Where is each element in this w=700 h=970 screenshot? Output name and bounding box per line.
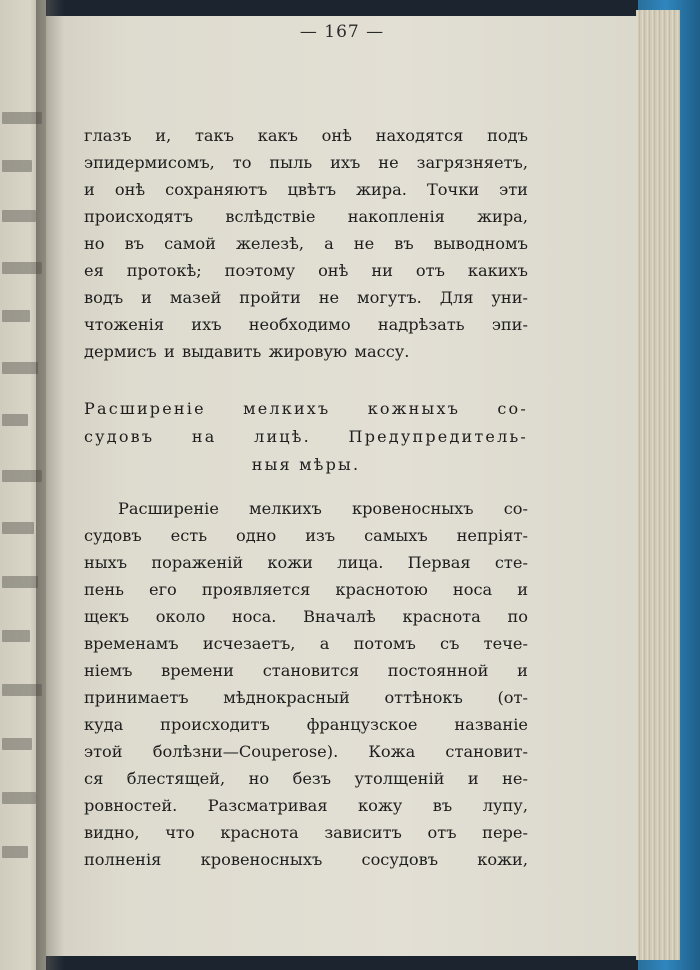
- word: ихъ: [330, 153, 361, 172]
- facing-page-text-fragment: [2, 310, 30, 322]
- word: въ: [394, 234, 414, 253]
- word: есть: [170, 526, 208, 545]
- word: лица.: [337, 553, 384, 572]
- word: и: [467, 769, 479, 788]
- word: зависитъ: [324, 823, 402, 842]
- heading-word: со-: [497, 399, 528, 418]
- heading-word: Предупредитель-: [348, 427, 528, 446]
- word: по: [507, 607, 528, 626]
- text-line: [84, 176, 528, 203]
- word: кровеносныхъ: [351, 499, 474, 518]
- word: потомъ: [353, 634, 416, 653]
- text-line: [84, 630, 528, 657]
- section-heading: [84, 395, 528, 479]
- text-line: [84, 257, 528, 284]
- word: онѣ: [114, 180, 146, 199]
- word: отъ: [427, 823, 457, 842]
- heading-word: на: [191, 427, 217, 446]
- text-line: [84, 711, 528, 738]
- word: накопленія: [347, 207, 445, 226]
- word: мелкихъ: [249, 499, 322, 518]
- facing-page-text-fragment: [2, 576, 38, 588]
- word: ихъ: [191, 315, 222, 334]
- word: пораженій: [151, 553, 244, 572]
- word: глазъ: [84, 126, 132, 145]
- word: а: [319, 634, 330, 653]
- word: Разсматривая: [207, 796, 328, 815]
- word: а: [324, 234, 334, 253]
- text-line: [84, 576, 528, 603]
- word: не: [318, 288, 340, 307]
- word: постоянной: [387, 661, 489, 680]
- text-line: [84, 684, 528, 711]
- facing-page-text-fragment: [2, 630, 30, 642]
- word: что: [165, 823, 195, 842]
- heading-line: [84, 395, 528, 423]
- word: и: [163, 342, 175, 361]
- text-line: [84, 203, 528, 230]
- word: оттѣнокъ: [384, 688, 463, 707]
- word: принимаетъ: [84, 688, 189, 707]
- word: Для: [439, 288, 474, 307]
- word: французское: [306, 715, 418, 734]
- word: въ: [124, 234, 145, 253]
- facing-page-text-fragment: [2, 414, 28, 426]
- word: мѣднокрасный: [223, 688, 350, 707]
- word: блестящей,: [126, 769, 226, 788]
- word: сосудовъ: [361, 850, 439, 869]
- word: и: [517, 580, 528, 599]
- word: дермисъ: [84, 342, 157, 361]
- word: ныхъ: [84, 553, 128, 572]
- word: около: [155, 607, 206, 626]
- heading-line: ныя мѣры.: [251, 455, 361, 474]
- heading-word: кожныхъ: [367, 399, 461, 418]
- text-line: [84, 819, 528, 846]
- word: пере-: [482, 823, 528, 842]
- word: видно,: [84, 823, 140, 842]
- word: ніемъ: [84, 661, 133, 680]
- facing-page-text-fragment: [2, 362, 38, 374]
- word: щекъ: [84, 607, 130, 626]
- word: какъ: [257, 126, 298, 145]
- word: безъ: [292, 769, 332, 788]
- word: необходимо: [248, 315, 351, 334]
- text-line: [84, 603, 528, 630]
- heading-word: судовъ: [84, 427, 155, 446]
- word: носа: [452, 580, 493, 599]
- word: сте-: [494, 553, 528, 572]
- word: чтоженія: [84, 315, 165, 334]
- text-line: [84, 338, 528, 365]
- word: происходятъ: [84, 207, 194, 226]
- word: кожи,: [477, 850, 528, 869]
- word: онѣ: [318, 261, 349, 280]
- word: Точки: [426, 180, 480, 199]
- word: лупу,: [482, 796, 528, 815]
- word: кожи: [267, 553, 313, 572]
- word: и,: [155, 126, 172, 145]
- word: не-: [502, 769, 528, 788]
- heading-word: лицѣ.: [254, 427, 311, 446]
- word: временамъ: [84, 634, 179, 653]
- word: со-: [503, 499, 528, 518]
- word: ея: [84, 261, 104, 280]
- word: утолщеній: [354, 769, 445, 788]
- word: протокѣ;: [126, 261, 202, 280]
- page-number: — 167 —: [299, 22, 385, 42]
- word: не: [378, 153, 399, 172]
- text-line: [84, 522, 528, 549]
- paragraph-1: [84, 122, 528, 365]
- page-text-block: [84, 122, 528, 873]
- word: изъ: [305, 526, 336, 545]
- word: времени: [161, 661, 234, 680]
- word: но: [248, 769, 270, 788]
- word: и: [141, 288, 152, 307]
- word: вслѣдствіе: [225, 207, 316, 226]
- word: могутъ.: [357, 288, 422, 307]
- facing-page-text-fragment: [2, 210, 36, 222]
- word: судовъ: [84, 526, 142, 545]
- word: то: [232, 153, 252, 172]
- word: выводномъ: [433, 234, 528, 253]
- word: пыль: [269, 153, 313, 172]
- word: носа.: [232, 607, 277, 626]
- word: этой: [84, 742, 123, 761]
- word: подъ: [487, 126, 528, 145]
- word: пройти: [239, 288, 301, 307]
- text-line: [84, 738, 528, 765]
- word: и: [517, 661, 528, 680]
- heading-line: [84, 423, 528, 451]
- word: отъ: [415, 261, 445, 280]
- word: ся: [84, 769, 104, 788]
- word: тече-: [483, 634, 528, 653]
- word: пень: [84, 580, 124, 599]
- page-edges: [636, 10, 680, 960]
- paragraph-2: [84, 495, 528, 873]
- word: эти: [499, 180, 528, 199]
- word: кожу: [358, 796, 403, 815]
- word: не: [353, 234, 375, 253]
- word: эпидермисомъ,: [84, 153, 215, 172]
- facing-page-text-fragment: [2, 160, 32, 172]
- word: какихъ: [467, 261, 528, 280]
- word: железѣ,: [235, 234, 305, 253]
- word: самой: [164, 234, 216, 253]
- word: происходитъ: [160, 715, 270, 734]
- word: краснота: [402, 607, 481, 626]
- word: жировую: [268, 342, 348, 361]
- text-line: [84, 765, 528, 792]
- text-line: [84, 311, 528, 338]
- word: исчезаетъ,: [202, 634, 296, 653]
- word: въ: [432, 796, 453, 815]
- word: одно: [236, 526, 277, 545]
- word: мазей: [169, 288, 222, 307]
- word: (от-: [497, 688, 528, 707]
- word: такъ: [194, 126, 234, 145]
- facing-page-text-fragment: [2, 846, 28, 858]
- word: становится: [262, 661, 360, 680]
- word: ни: [371, 261, 393, 280]
- text-line: [84, 657, 528, 684]
- heading-word: мелкихъ: [243, 399, 331, 418]
- word: надрѣзать: [377, 315, 465, 334]
- word: жира,: [477, 207, 528, 226]
- word: находятся: [375, 126, 464, 145]
- word: названіе: [454, 715, 528, 734]
- page-gutter-shadow: [36, 0, 64, 970]
- word: краснота: [220, 823, 299, 842]
- word: его: [149, 580, 177, 599]
- word: и: [84, 180, 95, 199]
- word: уни-: [491, 288, 528, 307]
- word: болѣзни—Couperose).: [152, 742, 339, 761]
- word: Вначалѣ: [303, 607, 376, 626]
- word: Кожа: [368, 742, 416, 761]
- word: Расширеніе: [118, 499, 219, 518]
- word: становит-: [445, 742, 528, 761]
- facing-page-text-fragment: [2, 792, 36, 804]
- text-line: [84, 846, 528, 873]
- word: кровеносныхъ: [200, 850, 323, 869]
- word: но: [84, 234, 105, 253]
- word: массу.: [354, 342, 410, 361]
- text-line: [84, 149, 528, 176]
- word: ровностей.: [84, 796, 178, 815]
- word: сохраняютъ: [165, 180, 268, 199]
- word: самыхъ: [364, 526, 428, 545]
- word: выдавить: [182, 342, 262, 361]
- word: Первая: [407, 553, 471, 572]
- word: куда: [84, 715, 124, 734]
- word: краснотою: [335, 580, 428, 599]
- facing-page-text-fragment: [2, 738, 32, 750]
- word: поэтому: [224, 261, 296, 280]
- word: эпи-: [491, 315, 528, 334]
- word: водъ: [84, 288, 124, 307]
- word: цвѣтъ: [287, 180, 337, 199]
- text-line: [84, 284, 528, 311]
- text-line: [84, 122, 528, 149]
- word: загрязняетъ,: [416, 153, 528, 172]
- word: жира.: [356, 180, 407, 199]
- word: онѣ: [321, 126, 352, 145]
- facing-page-text-fragment: [2, 522, 34, 534]
- word: полненія: [84, 850, 162, 869]
- word: непріят-: [456, 526, 528, 545]
- heading-word: Расширеніе: [84, 399, 206, 418]
- word: проявляется: [201, 580, 311, 599]
- text-line: [84, 792, 528, 819]
- text-line: [84, 495, 528, 522]
- text-line: [84, 230, 528, 257]
- text-line: [84, 549, 528, 576]
- word: съ: [440, 634, 460, 653]
